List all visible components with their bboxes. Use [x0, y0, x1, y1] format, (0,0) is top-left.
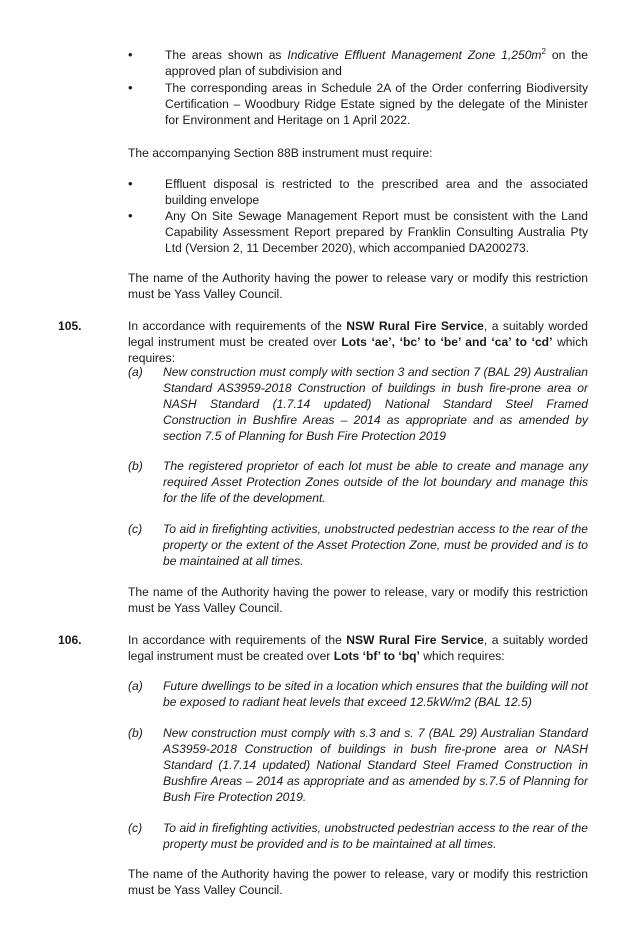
intro-text: In accordance with requirements of the [128, 633, 347, 647]
lots-reference: Lots ‘bf’ to ‘bq’ [333, 649, 420, 663]
bullet-item: Any On Site Sewage Management Report must be consistent with the Land Capability Assessment Report prepared by Franklin Consulting Australia Pty Ltd (Version 2, 11 December 2020), which accompanied DA200273. [165, 209, 588, 255]
bullet-marker: • [128, 208, 133, 223]
authority-paragraph: The name of the Authority having the power to release, vary or modify this restriction must be Yass Valley Council. [128, 585, 588, 615]
lots-reference: Lots ‘ae’, ‘bc’ to ‘be’ and ‘ca’ to ‘cd’ [341, 335, 553, 349]
item-text: Future dwellings to be sited in a location which ensures that the building will not be exposed to radiant heat levels that exceed 12.5kW/m2 (BAL 12.5) [163, 679, 588, 709]
item-text: To aid in firefighting activities, unobstructed pedestrian access to the rear of the property must be provided and is to be maintained at all times. [163, 821, 588, 851]
item-label: (a) [128, 679, 143, 693]
intro-text: which requires: [419, 649, 505, 663]
bullet-item: The corresponding areas in Schedule 2A of the Order conferring Biodiversity Certification – Woodbury Ridge Estate signed by the delegate of the Minister for Environment and Heritage on 1 April 2022. [165, 81, 588, 127]
authority-paragraph: The name of the Authority having the power to release vary or modify this restriction must be Yass Valley Council. [128, 271, 588, 301]
condition-number: 106. [58, 633, 82, 647]
condition-intro [128, 318, 588, 366]
item-label: (b) [128, 726, 143, 740]
item-text: To aid in firefighting activities, unobstructed pedestrian access to the rear of the property or the extent of the Asset Protection Zone, must be provided and is to be maintained at all times. [163, 522, 588, 568]
agency-name: NSW Rural Fire Service [346, 319, 484, 333]
item-text: New construction must comply with section 3 and section 7 (BAL 29) Australian Standard AS3959-2018 Construction of buildings in bush fire-prone area or NASH Standard (1.7.14 updated) National Standard Steel Framed Construction in Bushfire Areas – 2014 as appropriate and as amended by section 7.5 of Planning for Bush Fire Protection 2019 [163, 365, 588, 443]
intro-text: , a suitably worded legal instrument must be created over [128, 633, 588, 663]
bullet-item: Effluent disposal is restricted to the prescribed area and the associated building envelope [165, 177, 588, 207]
bullet-italic-text: Indicative Effluent Management Zone 1,250m [287, 48, 542, 62]
intro-text: which requires: [128, 335, 588, 365]
agency-name: NSW Rural Fire Service [346, 633, 484, 647]
item-label: (a) [128, 365, 143, 379]
section-88b-paragraph: The accompanying Section 88B instrument must require: [128, 146, 433, 160]
bullet-text: The areas shown as [165, 48, 288, 62]
condition-intro [128, 632, 588, 664]
intro-text: , a suitably worded legal instrument must be created over [128, 319, 588, 349]
superscript: 2 [541, 46, 546, 56]
authority-paragraph: The name of the Authority having the power to release, vary or modify this restriction must be Yass Valley Council. [128, 867, 588, 897]
item-text: The registered proprietor of each lot must be able to create and manage any required Asset Protection Zones outside of the lot boundary and manage this for the life of the development. [163, 459, 588, 505]
item-label: (b) [128, 459, 143, 473]
bullet-marker: • [128, 47, 133, 62]
bullet-marker: • [128, 176, 133, 191]
condition-number: 105. [58, 319, 82, 333]
bullet-item [165, 47, 588, 79]
item-label: (c) [128, 522, 143, 536]
item-label: (c) [128, 821, 143, 835]
item-text: New construction must comply with s.3 and s. 7 (BAL 29) Australian Standard AS3959-2018 Construction of buildings in bush fire-prone area or NASH Standard (1.7.14 updated) National Standard Steel Framed Construction in Bushfire Areas – 2014 as appropriate and as amended by s.7.5 of Planning for Bush Fire Protection 2019. [163, 726, 588, 804]
bullet-text: on the approved plan of subdivision and [165, 48, 589, 78]
bullet-marker: • [128, 80, 133, 95]
intro-text: In accordance with requirements of the [128, 319, 347, 333]
